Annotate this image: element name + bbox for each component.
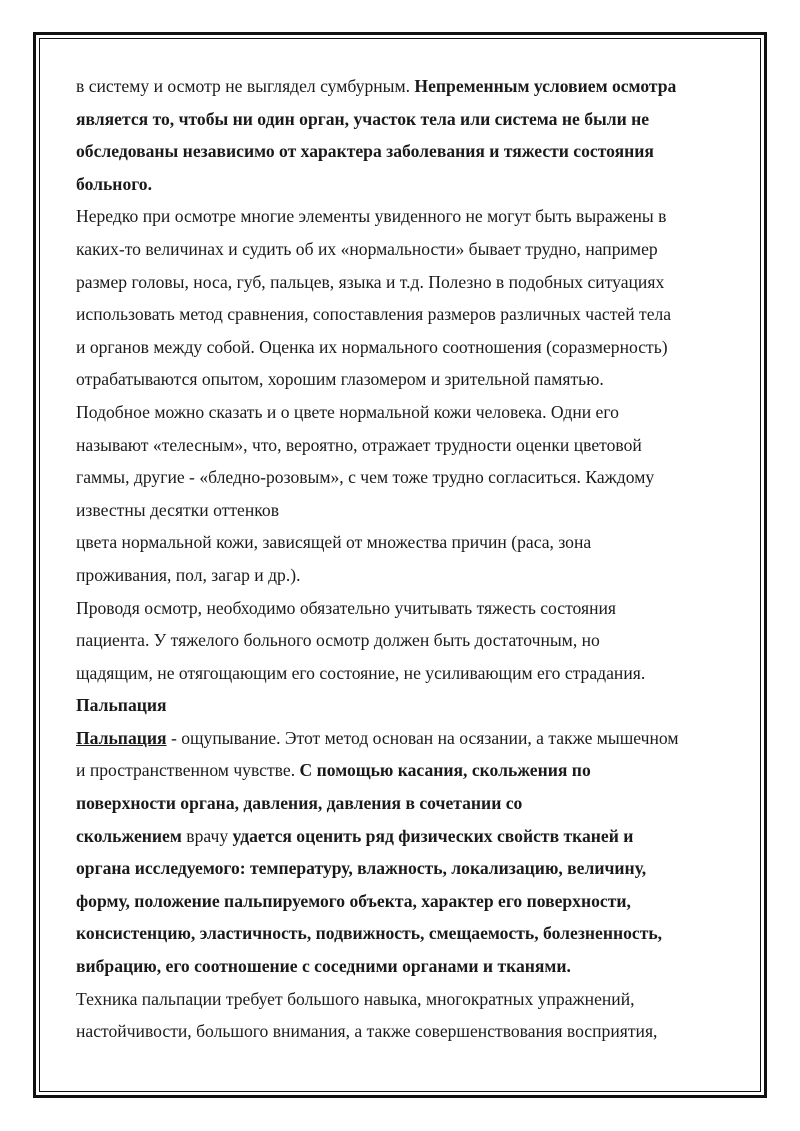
- text-line: [76, 852, 736, 885]
- bold-text: С помощью касания, скольжения по: [299, 760, 591, 781]
- text-line: [76, 266, 736, 299]
- body-text: цвета нормальной кожи, зависящей от множества причин (раса, зона: [76, 532, 592, 553]
- body-text: настойчивости, большого внимания, а также совершенствования восприятия,: [76, 1021, 658, 1042]
- text-line: [76, 429, 736, 462]
- body-text: Подобное можно сказать и о цвете нормальной кожи человека. Одни его: [76, 401, 619, 422]
- body-text: пациента. У тяжелого больного осмотр должен быть достаточным, но: [76, 630, 600, 651]
- text-line: [76, 559, 736, 592]
- text-line: [76, 754, 736, 787]
- bold-text: больного.: [76, 173, 152, 194]
- bold-text: вибрацию, его соотношение с соседними органами и тканями.: [76, 956, 571, 977]
- text-line: [76, 689, 736, 722]
- text-line: [76, 917, 736, 950]
- document-body: [76, 70, 736, 1048]
- body-text: - ощупывание. Этот метод основан на осязании, а также мышечном: [166, 727, 679, 748]
- text-line: [76, 200, 736, 233]
- text-line: [76, 298, 736, 331]
- body-text: Проводя осмотр, необходимо обязательно учитывать тяжесть состояния: [76, 597, 617, 618]
- text-line: [76, 135, 736, 168]
- body-text: щадящим, не отягощающим его состояние, не усиливающим его страдания.: [76, 662, 646, 683]
- body-text: использовать метод сравнения, сопоставления размеров различных частей тела: [76, 304, 672, 325]
- bold-text: органа исследуемого: температуру, влажность, локализацию, величину,: [76, 858, 647, 879]
- bold-text: Непременным условием осмотра: [414, 76, 677, 96]
- text-line: [76, 624, 736, 657]
- bold-text: поверхности органа, давления, давления в сочетании со: [76, 793, 523, 814]
- text-line: [76, 787, 736, 820]
- body-text: и органов между собой. Оценка их нормального соотношения (соразмерность): [76, 336, 668, 357]
- text-line: [76, 168, 736, 201]
- body-text: каких-то величинах и судить об их «нормальности» бывает трудно, например: [76, 238, 658, 259]
- body-text: называют «телесным», что, вероятно, отражает трудности оценки цветовой: [76, 434, 642, 455]
- body-text: отрабатываются опытом, хорошим глазомером и зрительной памятью.: [76, 369, 604, 390]
- bold-text: консистенцию, эластичность, подвижность, смещаемость, болезненность,: [76, 923, 663, 944]
- text-line: [76, 820, 736, 853]
- text-line: [76, 461, 736, 494]
- text-line: [76, 885, 736, 918]
- text-line: [76, 526, 736, 559]
- body-text: известны десятки оттенков: [76, 499, 280, 520]
- text-line: [76, 331, 736, 364]
- text-line: [76, 363, 736, 396]
- body-text: гаммы, другие - «бледно-розовым», с чем тоже трудно согласиться. Каждому: [76, 467, 655, 488]
- bold-text: скольжением: [76, 825, 182, 846]
- text-line: [76, 950, 736, 983]
- text-line: [76, 983, 736, 1016]
- body-text: врачу: [181, 825, 233, 846]
- bold-text: Пальпация: [76, 727, 167, 748]
- bold-text: удается оценить ряд физических свойств тканей и: [232, 825, 634, 846]
- text-line: [76, 494, 736, 527]
- bold-text: Пальпация: [76, 695, 167, 716]
- text-line: [76, 592, 736, 625]
- body-text: Нередко при осмотре многие элементы увиденного не могут быть выражены в: [76, 206, 667, 227]
- text-line: [76, 396, 736, 429]
- text-line: [76, 1015, 736, 1048]
- text-line: [76, 657, 736, 690]
- bold-text: является то, чтобы ни один орган, участок тела или система не были не: [76, 108, 650, 129]
- body-text: проживания, пол, загар и др.).: [76, 564, 301, 585]
- body-text: и пространственном чувстве.: [76, 760, 300, 781]
- body-text: Техника пальпации требует большого навыка, многократных упражнений,: [76, 988, 635, 1009]
- bold-text: обследованы независимо от характера заболевания и тяжести состояния: [76, 141, 654, 162]
- body-text: размер головы, носа, губ, пальцев, языка и т.д. Полезно в подобных ситуациях: [76, 271, 665, 292]
- text-line: [76, 103, 736, 136]
- text-line: [76, 233, 736, 266]
- body-text: в систему и осмотр не выглядел сумбурным.: [76, 76, 415, 96]
- text-line: [76, 70, 736, 103]
- bold-text: форму, положение пальпируемого объекта, характер его поверхности,: [76, 890, 631, 911]
- text-line: [76, 722, 736, 755]
